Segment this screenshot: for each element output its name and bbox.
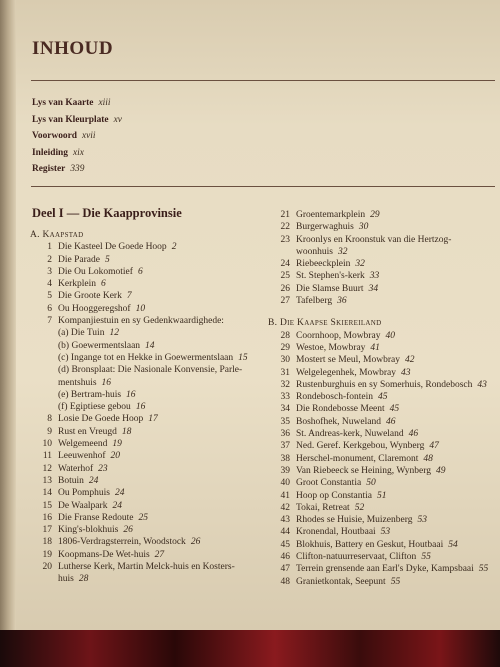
entry-title: Botuin	[58, 475, 84, 486]
toc-entry	[262, 563, 498, 575]
entry-title: Waterhof	[58, 463, 94, 474]
entry-number: 13	[42, 475, 52, 486]
toc-entry	[24, 450, 264, 462]
entry-title: Ou Hooggeregshof	[58, 303, 131, 314]
entry-number: 17	[42, 525, 52, 536]
entry-page: 6	[101, 279, 106, 290]
entry-page: 33	[369, 271, 380, 282]
entry-page: 53	[380, 527, 391, 538]
entry-page: 15	[238, 352, 248, 363]
entry-page: 16	[101, 377, 112, 388]
entry-page: 27	[154, 549, 165, 560]
section-heading-kaapstad: A. Kaapstad	[30, 230, 84, 240]
entry-number: 43	[280, 515, 290, 526]
entry-number	[24, 401, 58, 413]
entry-page: 18	[121, 426, 132, 437]
toc-entry	[24, 438, 264, 450]
entry-number: 47	[280, 564, 290, 575]
entry-title: Groentemarkplein	[296, 210, 366, 220]
entry-title: Blokhuis, Battery en Geskut, Houtbaai	[296, 539, 444, 550]
entry-title: Riebeeckplein	[296, 259, 351, 270]
toc-entry	[24, 303, 264, 315]
entry-title: (b) Goewermentslaan	[58, 340, 141, 351]
entry-page: 47	[429, 441, 439, 452]
entry-page: 36	[337, 296, 347, 307]
toc-entry	[24, 327, 264, 339]
entry-number	[24, 573, 58, 585]
front-matter-item: Inleiding xix	[32, 147, 84, 158]
toc-entry	[262, 270, 498, 282]
entry-number: 24	[280, 259, 290, 270]
entry-number: 36	[280, 429, 290, 440]
entry-title: Die Groote Kerk	[58, 291, 122, 302]
entry-page: 50	[366, 478, 376, 489]
page-title: INHOUD	[32, 38, 114, 59]
front-matter-item: Voorwoord xvii	[32, 131, 96, 141]
entry-number: 32	[280, 379, 290, 390]
left-column	[24, 229, 264, 586]
entry-title: King's-blokhuis	[58, 525, 119, 536]
toc-entry	[24, 463, 264, 475]
entry-title: Kronendal, Houtbaai	[296, 527, 376, 538]
entry-title: (d) Bronsplaat: Die Nasionale Konvensie, Parle-	[58, 365, 243, 376]
entry-title: Mostert se Meul, Mowbray	[296, 355, 400, 366]
toc-entry	[262, 342, 498, 354]
entry-number: 1	[47, 242, 52, 253]
entry-number: 6	[47, 303, 52, 314]
entry-title: woonhuis	[296, 246, 333, 257]
entry-title: Welgemeend	[58, 439, 108, 450]
entry-number: 45	[280, 539, 290, 550]
entry-number: 21	[280, 210, 290, 220]
toc-entry	[262, 234, 498, 246]
entry-page: 46	[385, 416, 396, 427]
entry-number: 19	[42, 549, 52, 560]
entry-page: 26	[190, 537, 201, 548]
section-spacer	[262, 307, 498, 317]
toc-entry	[24, 364, 264, 376]
entry-title: De Waalpark	[58, 500, 108, 511]
front-matter-item: Register 339	[32, 164, 85, 174]
entry-title: Coornhoop, Mowbray	[296, 330, 381, 341]
entry-page: 16	[135, 402, 146, 413]
toc-entry	[262, 576, 498, 588]
entry-title: Tafelberg	[296, 296, 333, 307]
entry-title: Herschel-monument, Claremont	[296, 453, 419, 464]
entry-title: Van Riebeeck se Heining, Wynberg	[296, 465, 431, 476]
entry-number: 25	[280, 271, 290, 282]
entry-title: St. Andreas-kerk, Nuweland	[296, 429, 404, 440]
entry-number: 22	[280, 222, 290, 233]
entry-title: Rondebosch-fontein	[296, 392, 374, 403]
entry-title: Boshofhek, Nuweland	[296, 416, 381, 427]
toc-entry	[262, 428, 498, 440]
entry-number: 33	[280, 392, 290, 403]
entry-title: Hoop op Constantia	[296, 490, 372, 501]
front-matter-list	[32, 95, 122, 178]
entry-page: 25	[138, 512, 148, 523]
toc-entry	[262, 526, 498, 538]
entry-title: Koopmans-De Wet-huis	[58, 549, 150, 560]
entry-number	[24, 340, 58, 352]
toc-entry	[262, 551, 498, 563]
toc-entry	[262, 246, 498, 258]
entry-number: 31	[280, 367, 290, 378]
entry-page: 24	[115, 488, 125, 499]
middle-divider	[31, 186, 495, 187]
entry-number: 35	[280, 416, 290, 427]
entry-title: (e) Bertram-huis	[58, 389, 122, 400]
entry-page: 28	[78, 574, 89, 585]
entry-number: 34	[280, 404, 290, 415]
entry-number	[24, 327, 58, 339]
entry-page: 41	[370, 342, 380, 353]
entry-page: 55	[421, 552, 431, 563]
entry-page: 55	[390, 576, 401, 587]
section-heading-skiereiland: B. Die Kaapse Skiereiland	[268, 318, 382, 329]
toc-entry	[24, 254, 264, 266]
entry-number: 39	[280, 465, 290, 476]
entry-title: Kroonlys en Kroonstuk van die Hertzog-	[296, 234, 452, 245]
entry-number: 5	[47, 291, 52, 302]
entry-page: 10	[135, 303, 146, 314]
entry-number: 38	[280, 453, 290, 464]
entry-title: huis	[58, 574, 74, 585]
toc-entry	[262, 209, 498, 221]
entry-number: 37	[280, 441, 290, 452]
entry-title: (a) Die Tuin	[58, 328, 105, 339]
entry-page: 6	[137, 266, 143, 277]
page-gutter-shadow	[0, 0, 16, 630]
front-matter-item: Lys van Kleurplate xv	[32, 114, 122, 125]
entry-page: 49	[435, 465, 446, 476]
entry-page: 14	[145, 340, 155, 351]
toc-entry	[24, 500, 264, 512]
entry-page: 19	[112, 439, 122, 450]
entry-number: 18	[42, 537, 52, 548]
toc-entry	[262, 490, 498, 502]
entry-title: (f) Egiptiese gebou	[58, 402, 131, 413]
entry-page: 51	[377, 490, 387, 501]
entry-page: 55	[478, 564, 489, 575]
entry-title: mentshuis	[58, 377, 97, 388]
entry-number: 46	[280, 552, 290, 563]
toc-entry	[24, 561, 264, 573]
entry-number: 28	[280, 330, 290, 341]
entry-number: 48	[280, 576, 290, 587]
toc-entry	[262, 440, 498, 452]
entry-number	[24, 352, 58, 364]
entry-number: 4	[47, 279, 52, 290]
entry-number: 30	[280, 355, 290, 366]
entry-number: 12	[42, 463, 52, 474]
entry-page: 54	[448, 539, 458, 550]
entry-title: 1806-Verdragsterrein, Woodstock	[58, 537, 186, 548]
entry-title: Die Ou Lokomotief	[58, 266, 133, 277]
entry-page: 2	[171, 242, 177, 253]
entry-title: Rhodes se Huisie, Muizenberg	[296, 515, 413, 526]
toc-entry	[24, 573, 264, 585]
entry-page: 24	[88, 475, 99, 486]
entry-page: 16	[126, 389, 136, 400]
entry-title: (c) Ingange tot en Hekke in Goewermentslaan	[58, 352, 234, 363]
entry-title: Kompanjiestuin en sy Gedenkwaardighede:	[58, 316, 224, 327]
toc-entry	[24, 278, 264, 290]
entry-page: 26	[123, 525, 133, 536]
entry-page: 43	[401, 367, 411, 378]
toc-entry	[24, 290, 264, 302]
entry-number: 26	[280, 283, 290, 294]
entry-title: Die Kasteel De Goede Hoop	[58, 242, 167, 253]
entry-title: Ou Pomphuis	[58, 488, 110, 499]
entry-number: 7	[47, 316, 52, 327]
toc-entry	[24, 389, 264, 401]
entry-page: 20	[110, 451, 120, 462]
entry-number: 8	[47, 414, 52, 425]
entry-page: 17	[148, 414, 158, 425]
toc-entry	[262, 354, 498, 366]
entry-title: Die Rondebosse Meent	[296, 404, 385, 415]
toc-entry	[24, 315, 264, 327]
toc-entry	[262, 477, 498, 489]
entry-title: Terrein grensende aan Earl's Dyke, Kampsbaai	[296, 564, 474, 575]
toc-entry	[262, 403, 498, 415]
entry-page: 32	[337, 246, 348, 257]
entry-page: 46	[408, 429, 419, 440]
toc-entry	[262, 502, 498, 514]
entry-title: Die Parade	[58, 254, 100, 265]
entry-title: Clifton-natuurreservaat, Clifton	[296, 552, 417, 563]
toc-entry	[262, 367, 498, 379]
entry-title: Rustenburghuis en sy Somerhuis, Rondebosch	[296, 379, 473, 390]
entry-title: Welgelegenhek, Mowbray	[296, 367, 397, 378]
toc-entry	[24, 512, 264, 524]
entry-page: 12	[109, 328, 119, 339]
toc-entry	[262, 379, 498, 391]
entry-title: Lutherse Kerk, Martin Melck-huis en Kosters-	[58, 562, 235, 573]
entry-page: 48	[423, 453, 433, 464]
toc-entry	[24, 241, 264, 253]
entry-title: Losie De Goede Hoop	[58, 414, 144, 425]
toc-entry	[262, 295, 498, 307]
toc-entry	[24, 352, 264, 364]
entry-page: 30	[358, 222, 369, 233]
toc-entry	[24, 340, 264, 352]
toc-entry	[262, 391, 498, 403]
entry-page: 53	[417, 515, 427, 526]
entry-number: 11	[42, 451, 52, 462]
entry-number: 29	[280, 342, 290, 353]
background-fabric	[0, 630, 500, 667]
entry-number: 40	[280, 478, 290, 489]
entry-page: 32	[355, 259, 365, 270]
entry-page: 7	[126, 291, 132, 302]
entry-title: Kerkplein	[58, 279, 96, 290]
entry-number: 15	[42, 500, 52, 511]
entry-number: 41	[280, 490, 290, 501]
toc-entry	[24, 536, 264, 548]
entry-page: 45	[389, 404, 400, 415]
entry-title: Groot Constantia	[296, 478, 362, 489]
entry-number	[24, 364, 58, 376]
entry-number: 3	[47, 266, 52, 277]
entry-title: St. Stephen's-kerk	[296, 271, 365, 282]
entry-number	[262, 246, 296, 258]
entry-title: Die Franse Redoute	[58, 512, 134, 523]
entry-number: 27	[280, 296, 290, 307]
entry-number	[24, 377, 58, 389]
entry-title: Rust en Vreugd	[58, 426, 117, 437]
top-divider	[31, 80, 495, 81]
right-column	[262, 209, 498, 588]
entry-number	[24, 389, 58, 401]
entry-page: 52	[354, 502, 365, 513]
entry-page: 5	[104, 254, 110, 265]
toc-entry	[262, 453, 498, 465]
entry-number: 20	[42, 562, 52, 573]
entry-number: 44	[280, 527, 290, 538]
toc-entry	[262, 539, 498, 551]
entry-number: 14	[42, 488, 52, 499]
entry-title: Tokai, Retreat	[296, 502, 350, 513]
toc-entry	[24, 549, 264, 561]
entry-number: 9	[47, 426, 52, 437]
toc-entry	[24, 475, 264, 487]
toc-entry	[24, 524, 264, 536]
toc-entry	[262, 465, 498, 477]
toc-entry	[24, 377, 264, 389]
entry-number: 10	[42, 439, 52, 450]
entry-title: Burgerwaghuis	[296, 222, 354, 233]
toc-entry	[262, 258, 498, 270]
entry-page: 34	[368, 283, 379, 294]
entry-number: 16	[42, 512, 52, 523]
entry-page: 43	[477, 379, 487, 390]
entry-page: 42	[404, 355, 415, 366]
entry-title: Ned. Geref. Kerkgebou, Wynberg	[296, 441, 425, 452]
part-title: Deel I — Die Kaapprovinsie	[32, 206, 182, 220]
toc-entry	[262, 330, 498, 342]
toc-entry	[262, 283, 498, 295]
toc-entry	[24, 487, 264, 499]
toc-entry	[262, 221, 498, 233]
entry-title: Leeuwenhof	[58, 451, 106, 462]
entry-page: 23	[98, 463, 108, 474]
entry-page: 40	[385, 330, 395, 341]
toc-entry	[262, 416, 498, 428]
toc-entry	[24, 413, 264, 425]
entry-number: 2	[47, 254, 52, 265]
entry-page: 45	[378, 392, 388, 403]
toc-entry	[24, 266, 264, 278]
entry-title: Granietkontak, Seepunt	[296, 576, 386, 587]
front-matter-item: Lys van Kaarte xiii	[32, 98, 111, 108]
entry-title: Westoe, Mowbray	[296, 342, 366, 353]
entry-page: 29	[370, 210, 380, 220]
toc-entry	[24, 426, 264, 438]
entry-page: 24	[112, 500, 122, 511]
entry-title: Die Slamse Buurt	[296, 283, 364, 294]
entry-number: 23	[280, 234, 290, 245]
toc-entry	[24, 401, 264, 413]
toc-entry	[262, 514, 498, 526]
entry-number: 42	[280, 502, 290, 513]
